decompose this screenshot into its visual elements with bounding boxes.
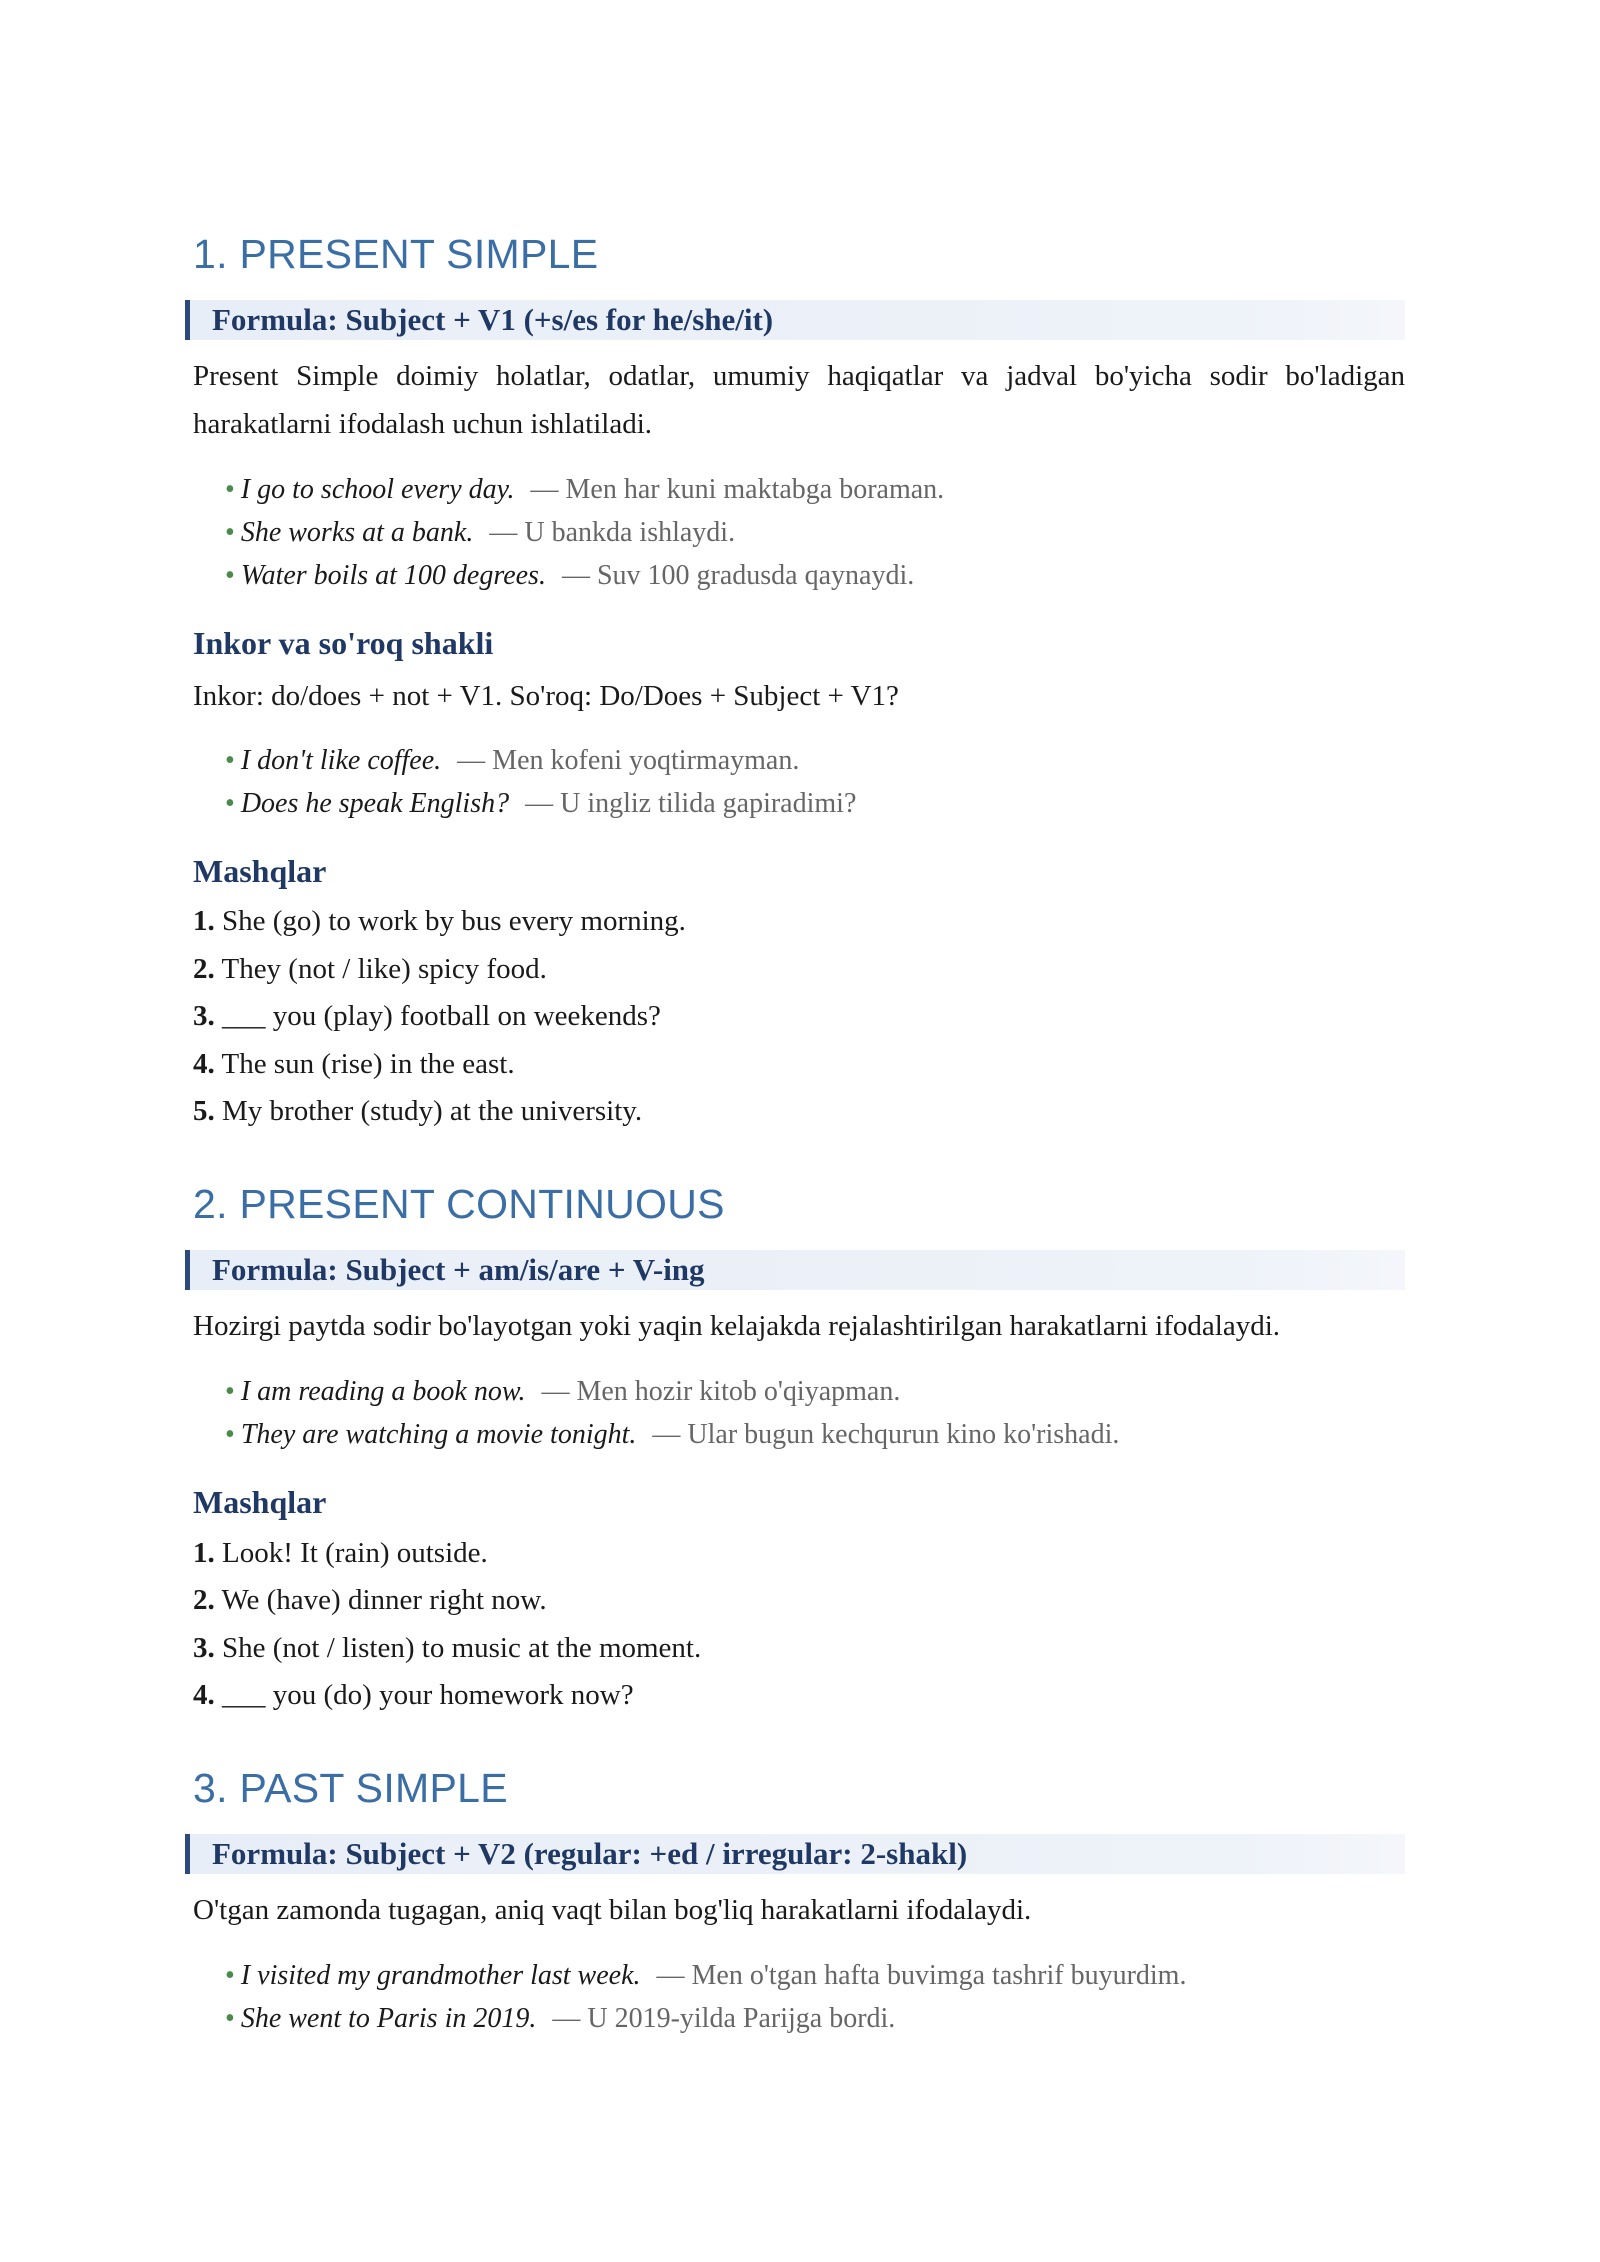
exercise-item xyxy=(193,1041,1405,1089)
exercise-number: 1. xyxy=(193,905,215,938)
example-item xyxy=(225,1413,1405,1456)
example-item xyxy=(225,1954,1405,1997)
example-translation: — U ingliz tilida gapiradimi? xyxy=(525,787,857,819)
formula-box: Formula: Subject + V1 (+s/es for he/she/it) xyxy=(185,300,1405,340)
exercise-text: We (have) dinner right now. xyxy=(214,1584,547,1617)
bullet-icon: • xyxy=(225,744,235,776)
bullet-icon: • xyxy=(225,517,235,549)
example-item xyxy=(225,554,1405,597)
example-translation: — Men har kuni maktabga boraman. xyxy=(530,474,945,506)
example-translation: — U 2019-yilda Parijga bordi. xyxy=(552,2002,896,2034)
example-item xyxy=(225,739,1405,782)
exercise-text: The sun (rise) in the east. xyxy=(214,1047,515,1080)
bullet-icon: • xyxy=(225,1419,235,1451)
formula-box: Formula: Subject + am/is/are + V-ing xyxy=(185,1250,1405,1290)
example-translation: — Ular bugun kechqurun kino ko'rishadi. xyxy=(652,1419,1120,1451)
exercise-text: She (not / listen) to music at the moment. xyxy=(214,1631,702,1664)
exercise-text: ___ you (do) your homework now? xyxy=(214,1679,634,1712)
example-list xyxy=(193,1954,1405,2040)
example-english: She went to Paris in 2019. xyxy=(240,2002,537,2034)
example-translation: — Men hozir kitob o'qiyapman. xyxy=(541,1376,901,1408)
exercise-text: My brother (study) at the university. xyxy=(214,1095,643,1128)
negative-question-heading: Inkor va so'roq shakli xyxy=(193,625,494,662)
exercise-text: ___ you (play) football on weekends? xyxy=(214,1000,661,1033)
example-item xyxy=(225,1997,1405,2040)
example-item xyxy=(225,1370,1405,1413)
section-present-continuous xyxy=(193,1180,1405,1720)
exercise-number: 4. xyxy=(193,1679,215,1712)
exercise-list xyxy=(193,1530,1405,1720)
exercise-item xyxy=(193,946,1405,994)
example-english: I am reading a book now. xyxy=(240,1376,526,1408)
example-english: She works at a bank. xyxy=(240,517,474,549)
section-past-simple xyxy=(193,1764,1405,2040)
exercise-text: She (go) to work by bus every morning. xyxy=(214,905,686,938)
example-english: They are watching a movie tonight. xyxy=(240,1419,637,1451)
bullet-icon: • xyxy=(225,1959,235,1991)
example-item xyxy=(225,782,1405,825)
bullet-icon: • xyxy=(225,787,235,819)
negative-question-rule: Inkor: do/does + not + V1. So'roq: Do/Does + Subject + V1? xyxy=(193,679,899,712)
formula-box: Formula: Subject + V2 (regular: +ed / irregular: 2-shakl) xyxy=(185,1834,1405,1874)
exercise-number: 3. xyxy=(193,1000,215,1033)
example-english: Water boils at 100 degrees. xyxy=(240,560,546,592)
example-english: I go to school every day. xyxy=(240,474,515,506)
section-description: Present Simple doimiy holatlar, odatlar, umumiy haqiqatlar va jadval bo'yicha sodir bo'ladigan harakatlarni ifodalash uchun ishlatiladi. xyxy=(193,360,1405,441)
bullet-icon: • xyxy=(225,2002,235,2034)
section-title: 3. PAST SIMPLE xyxy=(193,1764,508,1811)
exercise-item xyxy=(193,898,1405,946)
exercise-number: 3. xyxy=(193,1631,215,1664)
exercise-text: They (not / like) spicy food. xyxy=(214,952,547,985)
example-translation: — Men kofeni yoqtirmayman. xyxy=(457,744,800,776)
section-title: 2. PRESENT CONTINUOUS xyxy=(193,1180,725,1227)
example-list xyxy=(193,1370,1405,1456)
example-list xyxy=(193,739,1405,825)
exercise-number: 5. xyxy=(193,1095,215,1128)
exercise-number: 4. xyxy=(193,1047,215,1080)
exercise-text: Look! It (rain) outside. xyxy=(214,1536,488,1569)
example-english: I visited my grandmother last week. xyxy=(240,1959,641,1991)
exercises-heading: Mashqlar xyxy=(193,1484,327,1521)
section-description: O'tgan zamonda tugagan, aniq vaqt bilan bog'liq harakatlarni ifodalaydi. xyxy=(193,1893,1032,1926)
exercise-number: 1. xyxy=(193,1536,215,1569)
example-list xyxy=(193,468,1405,597)
exercise-item xyxy=(193,1530,1405,1578)
bullet-icon: • xyxy=(225,1376,235,1408)
example-translation: — Men o'tgan hafta buvimga tashrif buyurdim. xyxy=(656,1959,1187,1991)
example-english: I don't like coffee. xyxy=(240,744,442,776)
exercise-item xyxy=(193,993,1405,1041)
example-translation: — Suv 100 gradusda qaynaydi. xyxy=(561,560,915,592)
bullet-icon: • xyxy=(225,474,235,506)
exercise-item xyxy=(193,1672,1405,1720)
exercise-item xyxy=(193,1625,1405,1673)
example-english: Does he speak English? xyxy=(240,787,510,819)
exercise-item xyxy=(193,1577,1405,1625)
document-page xyxy=(193,230,1405,2040)
example-item xyxy=(225,468,1405,511)
exercise-list xyxy=(193,898,1405,1136)
section-present-simple xyxy=(193,230,1405,1136)
example-translation: — U bankda ishlaydi. xyxy=(489,517,736,549)
exercise-number: 2. xyxy=(193,1584,215,1617)
bullet-icon: • xyxy=(225,560,235,592)
exercise-item xyxy=(193,1088,1405,1136)
exercise-number: 2. xyxy=(193,952,215,985)
example-item xyxy=(225,511,1405,554)
exercises-heading: Mashqlar xyxy=(193,852,327,889)
section-description: Hozirgi paytda sodir bo'layotgan yoki yaqin kelajakda rejalashtirilgan harakatlarni ifodalaydi. xyxy=(193,1310,1281,1343)
section-title: 1. PRESENT SIMPLE xyxy=(193,231,599,277)
